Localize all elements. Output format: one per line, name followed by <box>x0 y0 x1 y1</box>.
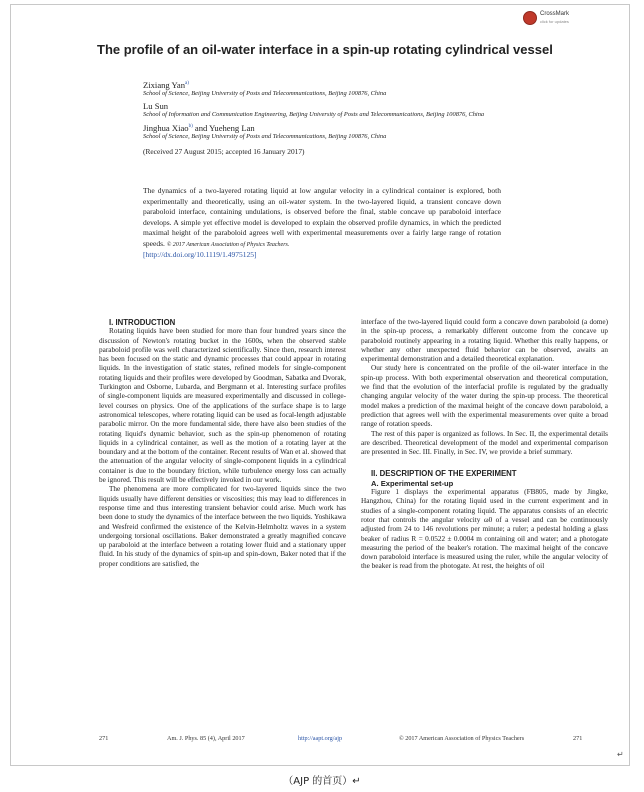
doi-link[interactable]: [http://dx.doi.org/10.1119/1.4975125] <box>143 250 257 259</box>
section-heading: I. INTRODUCTION <box>109 318 176 327</box>
crossmark-icon <box>523 11 537 25</box>
author-name: Jinghua Xiao <box>143 122 189 133</box>
author-footnote-link[interactable]: a) <box>185 81 189 86</box>
caption-text: （AJP 的首页） <box>283 776 353 787</box>
author-name: Lu Sun <box>143 100 169 111</box>
author-name: and Yueheng Lan <box>192 122 255 133</box>
section-heading: II. DESCRIPTION OF THE EXPERIMENT <box>371 469 517 479</box>
footer-page-number: 271 <box>99 735 109 742</box>
author-footnote-link[interactable]: b) <box>188 123 193 129</box>
abstract <box>143 186 501 261</box>
paragraph: Our study here is concentrated on the profile of the oil-water interface in the spin-up process. With both experimental observation and theoretical computation, we find that the evolution of the interfacial profile is regulated by the gradually changing angular velocity of the water during the spin-up process. The theoretical model makes a prediction of the maximal height of the concave down paraboloid, a prediction that agrees well with the experimental measurements over quite a broad range of rotation speeds. <box>361 364 608 429</box>
subsection-heading: A. Experimental set-up <box>371 478 454 488</box>
paragraph: The rest of this paper is organized as follows. In Sec. II, the experimental details are described. Theoretical development of the model and experimental comparison are presented in Sec. III. Finally, in Sec. IV, we provide a brief summary. <box>361 429 608 457</box>
paragraph: interface of the two-layered liquid could form a concave down paraboloid (a dome) in the spin-up process, a remarkably different outcome from the concave up paraboloid routinely appearing in a rotating liquid. Whether this really happens, or whether any other unexpected fluid behavior can be observed, awaits an experimental demonstration and a detailed theoretical explanation. <box>361 318 608 364</box>
footer-page-number: 271 <box>573 735 583 742</box>
author-affiliation: School of Science, Beijing University of Posts and Telecommunications, Beijing 100876, China <box>143 89 387 97</box>
author-affiliation: School of Information and Communication Engineering, Beijing University of Posts and Telecommunications, Beijing 100876, China <box>143 110 485 118</box>
author-affiliation: School of Science, Beijing University of Posts and Telecommunications, Beijing 100876, China <box>143 132 387 140</box>
paper-page <box>10 4 630 766</box>
paper-title: The profile of an oil-water interface in a spin-up rotating cylindrical vessel <box>97 42 553 57</box>
received-dates: (Received 27 August 2015; accepted 16 January 2017) <box>143 146 305 156</box>
figure-caption <box>0 772 644 787</box>
paragraph: Rotating liquids have been studied for more than four hundred years since the discussion of Newton's rotating bucket in the 1600s, when the observed stable paraboloid profile was well characterized scientifically. Since then, research interest has been focused on the static and dynamic processes that could appear in rotating liquids. In the investigation of static states, refined models for single-component rotating liquids and their profiles were developed by Goodman, Sabatka and Dvorak, Turkington and Osborne, Lubarda, and Bergmann et al. Interesting surface profiles of single-component liquids are measured experimentally and discussed in college-level courses on physics. One of the applications of the surface shape is to large astronomical telescopes, where rotating liquid can be used as focal-length adjustable parabolic mirror. On the more fundamental side, there have also been studies of the rotating liquid's dynamic behavior, such as the spin-up phenomenon of rotating liquids in a cylindrical container, as well as the motion of a rotating layer at the boundary and at the bottom of the container. Recent results of Wan et al. showed that the attenuation of the angular velocity of single-component liquids in a cylindrical container is due to the boundary friction, while turbulence energy loss can actually be ignored. This result will be effectively invoked in our work. <box>99 327 346 485</box>
abstract-text: The dynamics of a two-layered rotating liquid at low angular velocity in a cylindrical container is explored, both experimentally and theoretically, using an oil-water system. In the two-layered liquid, a transient concave down paraboloid interface, containing undulations, is observed before the final, stable concave up paraboloid interface develops. A simple yet effective model is developed to explain the observed profile dynamics, in which the predicted maximal height of the paraboloid agrees well with experimental measurements over a fairly large range of rotation speeds. <box>143 186 501 248</box>
crossmark-label: CrossMark <box>540 11 570 17</box>
right-column <box>361 318 608 572</box>
author-block <box>143 79 563 157</box>
footer-url[interactable]: http://aapt.org/ajp <box>298 735 343 742</box>
abstract-copyright: © 2017 American Association of Physics Teachers. <box>166 241 290 248</box>
crossmark-sub: click for updates <box>540 19 569 24</box>
crossmark-badge[interactable] <box>523 11 569 25</box>
footer-copyright: © 2017 American Association of Physics Teachers <box>399 735 525 742</box>
return-mark: ↵ <box>617 750 624 759</box>
author-name: Zixiang Yan <box>143 79 186 90</box>
footer-journal: Am. J. Phys. 85 (4), April 2017 <box>167 735 245 742</box>
paragraph: Figure 1 displays the experimental apparatus (FB805, made by Jingke, Hangzhou, China) for the rotating liquid used in the current experiment and in studies of a single-component rotating liquid. The apparatus consists of an electric rotor that controls the angular velocity ω0 of a vessel and can be continuously adjusted from 24 to 146 revolutions per minute; a ruler; a pedestal holding a glass beaker of radius R = 0.0522 ± 0.0004 m containing oil and water; and a photogate measuring the period of the beaker's rotation. The maximal height of the concave down paraboloid interface is measured using the ruler, while the angular velocity of the beaker is read from the photogate. At rest, the heights of oil <box>361 488 608 571</box>
return-mark: ↵ <box>352 776 361 787</box>
paragraph: The phenomena are more complicated for two-layered liquids since the two liquids usually have different densities or viscosities; this may lead to differences in response time and thus interesting transient behavior could arise. Much work has been done to study the dynamics of the interface between the two liquids. Yoshikawa and Wesfreid confirmed the existence of the Kelvin-Helmholtz waves in a system undergoing torsional oscillations. Baker demonstrated a greatly magnified concave up paraboloid at the interface between a rotating lower fluid and a stationary upper fluid. In his study of the dynamics of spin-up and spin-down, Baker noted that if the proper conditions are satisfied, the <box>99 485 346 568</box>
left-column <box>99 318 346 569</box>
